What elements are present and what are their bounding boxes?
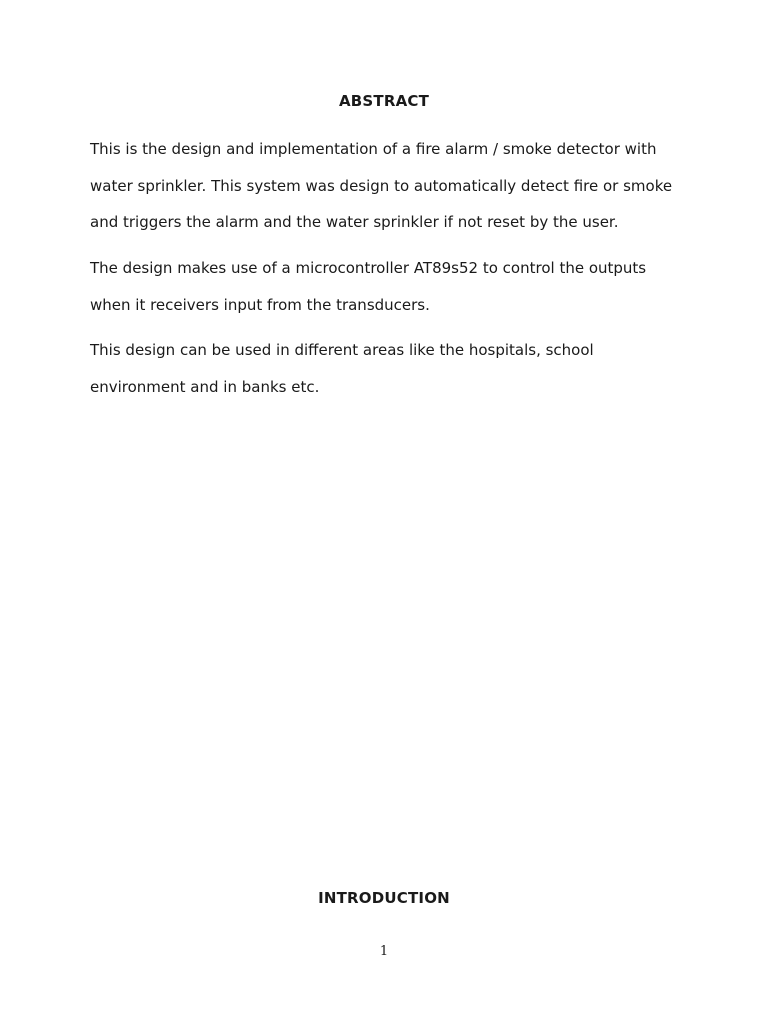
abstract-paragraph-1: This is the design and implementation of a fire alarm / smoke detector with water sprinkler. This system was design to automatically detect fire or smoke and triggers the alarm and the water sprinkler if not reset by the user. [90,140,673,231]
abstract-paragraph-3: This design can be used in different areas like the hospitals, school environment and in banks etc. [90,341,594,396]
abstract-paragraph-2: The design makes use of a microcontroller AT89s52 to control the outputs when it receivers input from the transducers. [90,259,647,314]
page-number: 1 [379,944,389,959]
introduction-heading: INTRODUCTION [318,889,450,907]
abstract-heading: ABSTRACT [338,92,430,110]
